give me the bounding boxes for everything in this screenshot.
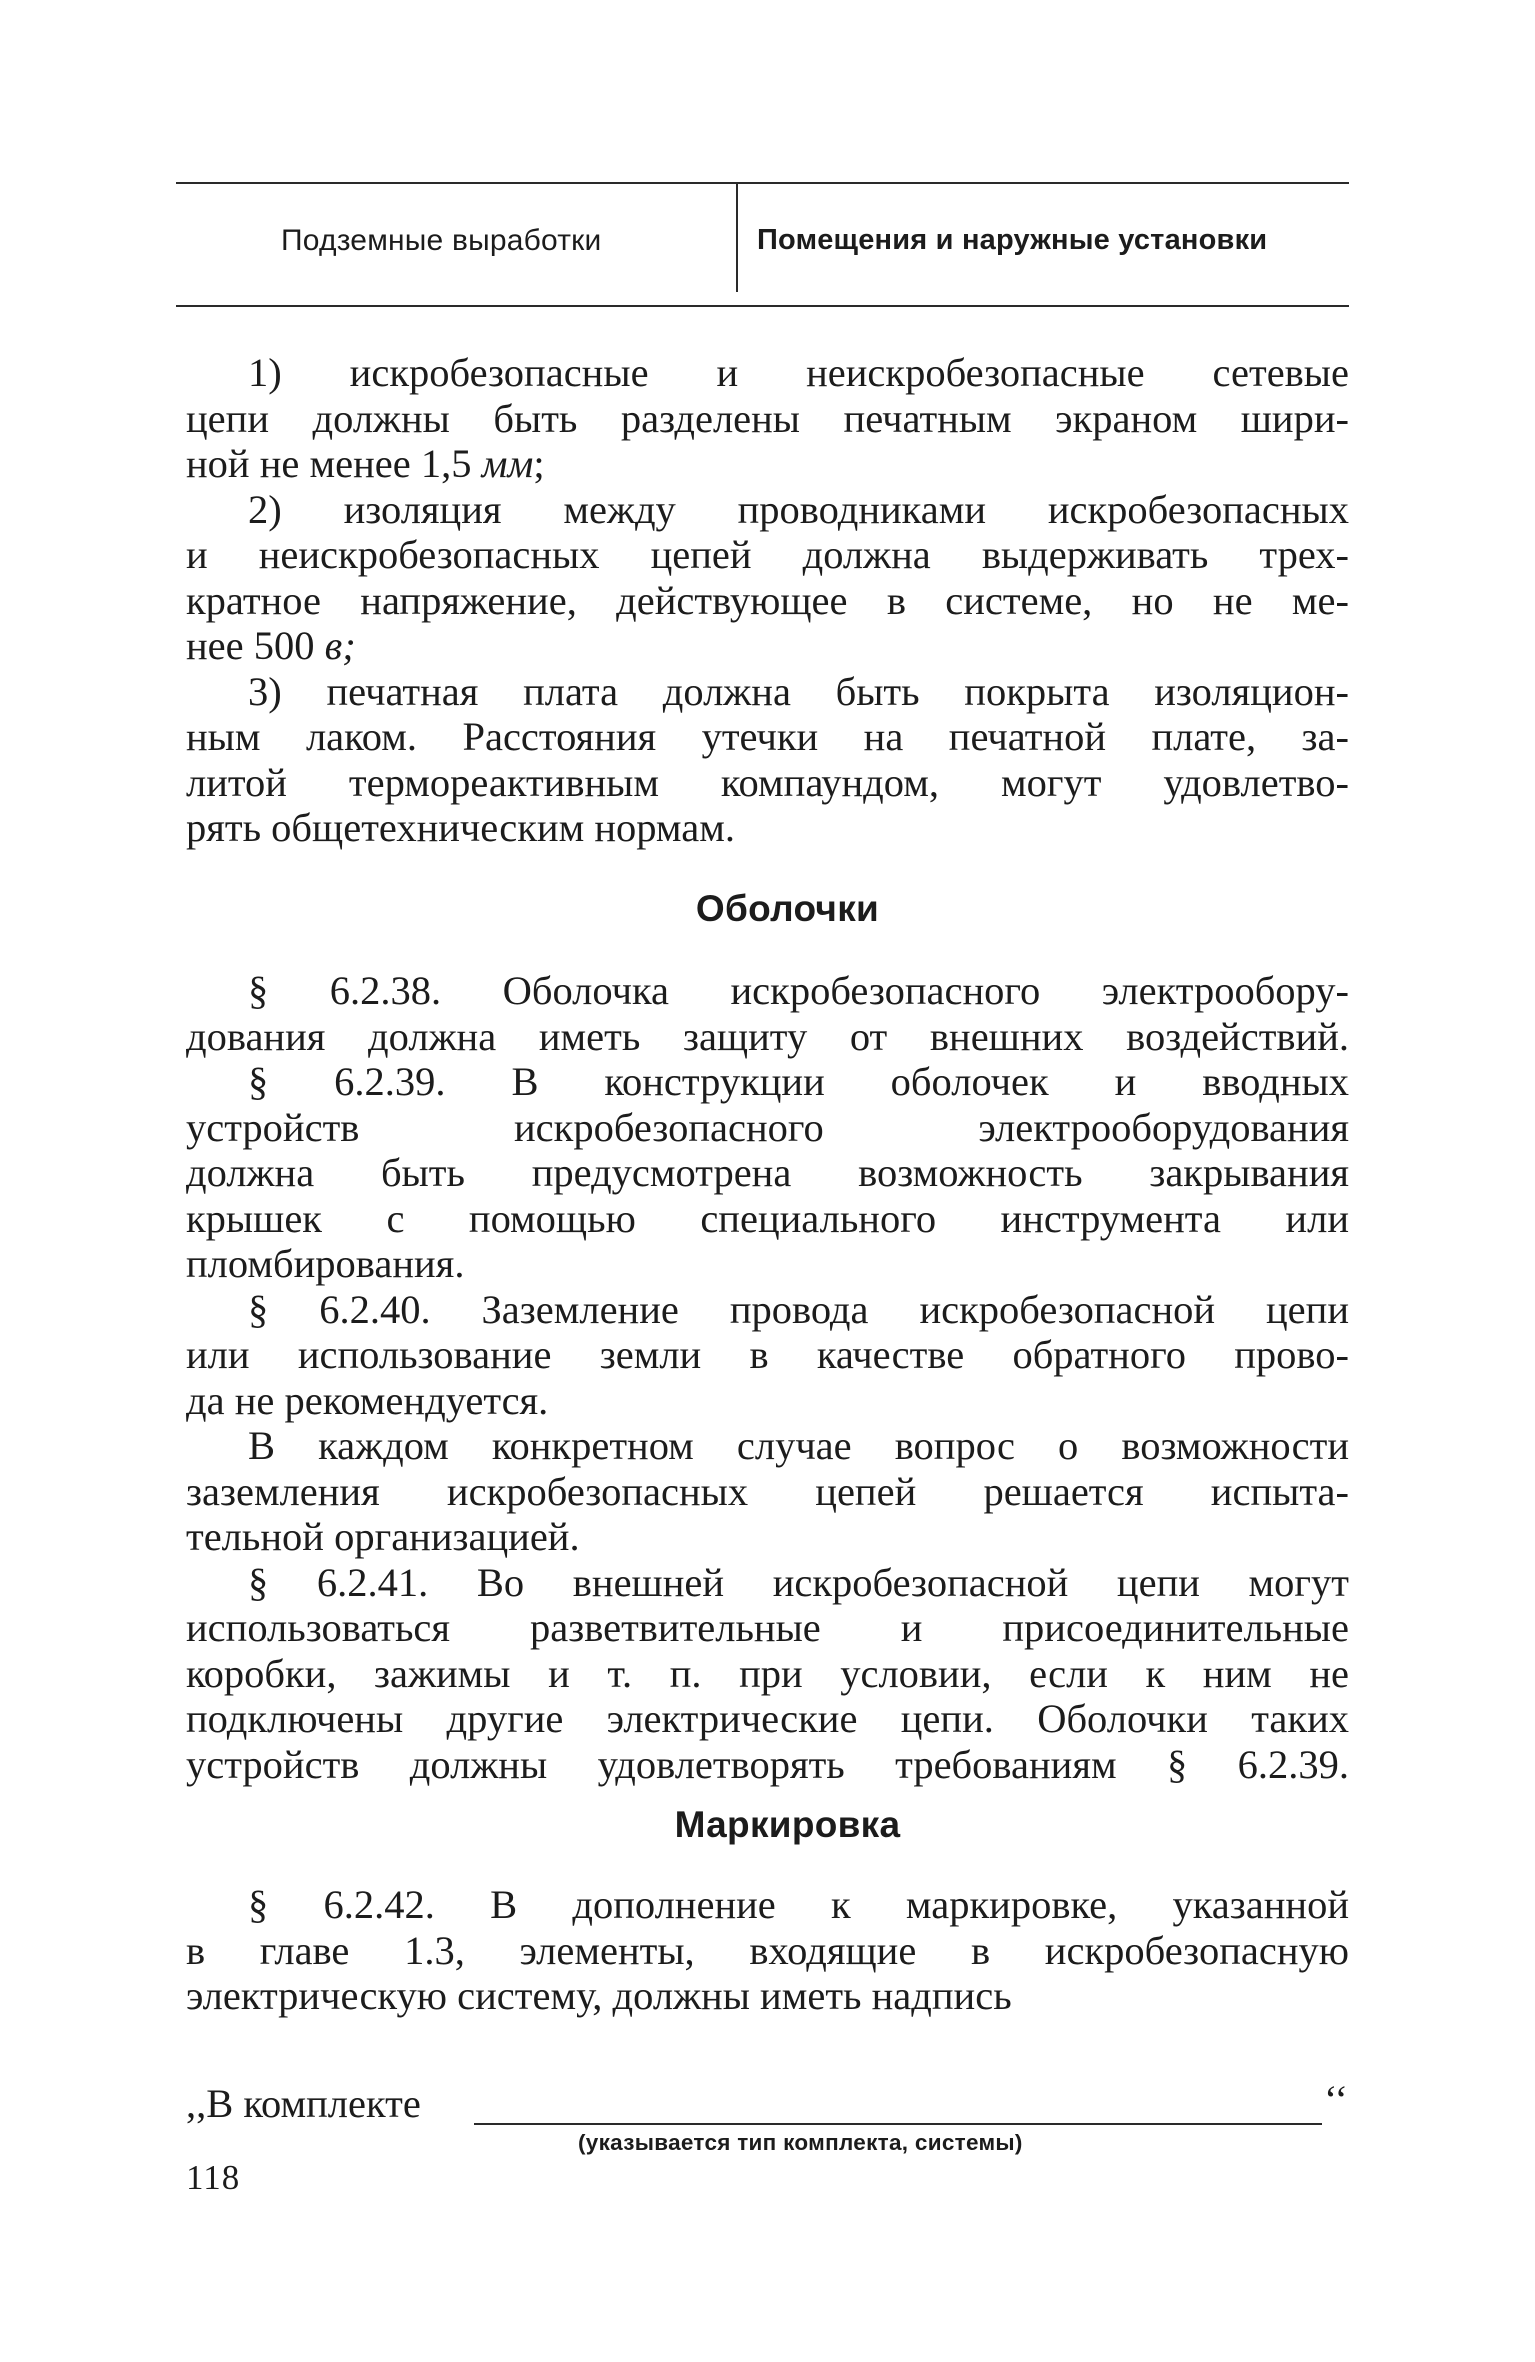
text-line: да не рекомендуется. — [186, 1377, 549, 1423]
text-line: § 6.2.39. В конструкции оболочек и вводных — [248, 1059, 1349, 1104]
requirements-list — [186, 350, 1349, 851]
text-line: § 6.2.38. Оболочка искробезопасного электрообору- — [248, 968, 1349, 1013]
text-line: электрическую систему, должны иметь надпись — [186, 1973, 1012, 2018]
header-divider — [736, 184, 738, 292]
text-line — [186, 441, 1349, 487]
marking-section — [186, 1882, 1349, 2019]
text-line: коробки, зажимы и т. п. при условии, если к ним не — [186, 1650, 1349, 1696]
text-line: должна быть предусмотрена возможность закрывания — [186, 1150, 1349, 1195]
text-line: пломбирования. — [186, 1241, 465, 1286]
text-line: кратное напряжение, действующее в системе, но не ме- — [186, 577, 1349, 623]
section-heading-marking: Маркировка — [674, 1804, 901, 1845]
text-line: или использование земли в качестве обратного прово- — [186, 1332, 1349, 1377]
text-fragment: ной не менее 1,5 — [186, 441, 482, 486]
text-line: заземления искробезопасных цепей решается испыта- — [186, 1468, 1349, 1514]
inscription-close-quote: ‘‘ — [1324, 2077, 1348, 2122]
fill-in-line — [474, 2123, 1322, 2125]
text-line: подключены другие электрические цепи. Оболочки таких — [186, 1696, 1349, 1741]
text-line: рять общетехническим нормам. — [186, 805, 736, 850]
text-line: цепи должны быть разделены печатным экраном шири- — [186, 395, 1349, 441]
text-line: 2) изоляция между проводниками искробезопасных — [248, 486, 1349, 532]
running-header-table — [176, 182, 1349, 307]
text-line: литой термореактивным компаундом, могут удовлетво- — [186, 759, 1349, 805]
text-line: тельной организацией. — [186, 1514, 580, 1559]
inscription-lead: ,,В комплекте — [186, 2081, 421, 2126]
section-heading-enclosures: Оболочки — [695, 888, 880, 929]
text-line: устройств искробезопасного электрооборудования — [186, 1104, 1349, 1150]
header-right-cell: Помещения и наружные установки — [757, 224, 1268, 256]
text-line: § 6.2.40. Заземление провода искробезопасной цепи — [248, 1286, 1349, 1332]
text-line: § 6.2.41. Во внешней искробезопасной цепи могут — [248, 1559, 1349, 1605]
text-line: в главе 1.3, элементы, входящие в искробезопасную — [186, 1927, 1349, 1973]
inscription-template — [186, 2077, 1349, 2155]
text-line: § 6.2.42. В дополнение к маркировке, указанной — [248, 1882, 1349, 1927]
header-left-cell: Подземные выработки — [281, 224, 602, 257]
text-line: 3) печатная плата должна быть покрыта изоляцион- — [248, 668, 1349, 714]
unit-volt: в; — [324, 623, 356, 668]
page-number: 118 — [186, 2158, 241, 2197]
text-line: ным лаком. Расстояния утечки на печатной плате, за- — [186, 714, 1349, 759]
text-line: крышек с помощью специального инструмента или — [186, 1195, 1349, 1241]
text-line — [186, 623, 1349, 669]
text-line: и неискробезопасных цепей должна выдерживать трех- — [186, 532, 1349, 577]
text-fragment: нее 500 — [186, 623, 325, 668]
unit-mm: мм — [481, 441, 534, 486]
text-line: дования должна иметь защиту от внешних воздействий. — [186, 1013, 1349, 1059]
text-fragment: ; — [533, 441, 545, 486]
text-line: использоваться разветвительные и присоединительные — [186, 1605, 1349, 1650]
text-line: устройств должны удовлетворять требованиям § 6.2.39. — [186, 1741, 1349, 1787]
fill-in-caption: (указывается тип комплекта, системы) — [578, 2130, 1023, 2155]
text-line: 1) искробезопасные и неискробезопасные сетевые — [248, 350, 1349, 395]
enclosures-section — [186, 968, 1349, 1787]
text-line: В каждом конкретном случае вопрос о возможности — [248, 1423, 1349, 1468]
